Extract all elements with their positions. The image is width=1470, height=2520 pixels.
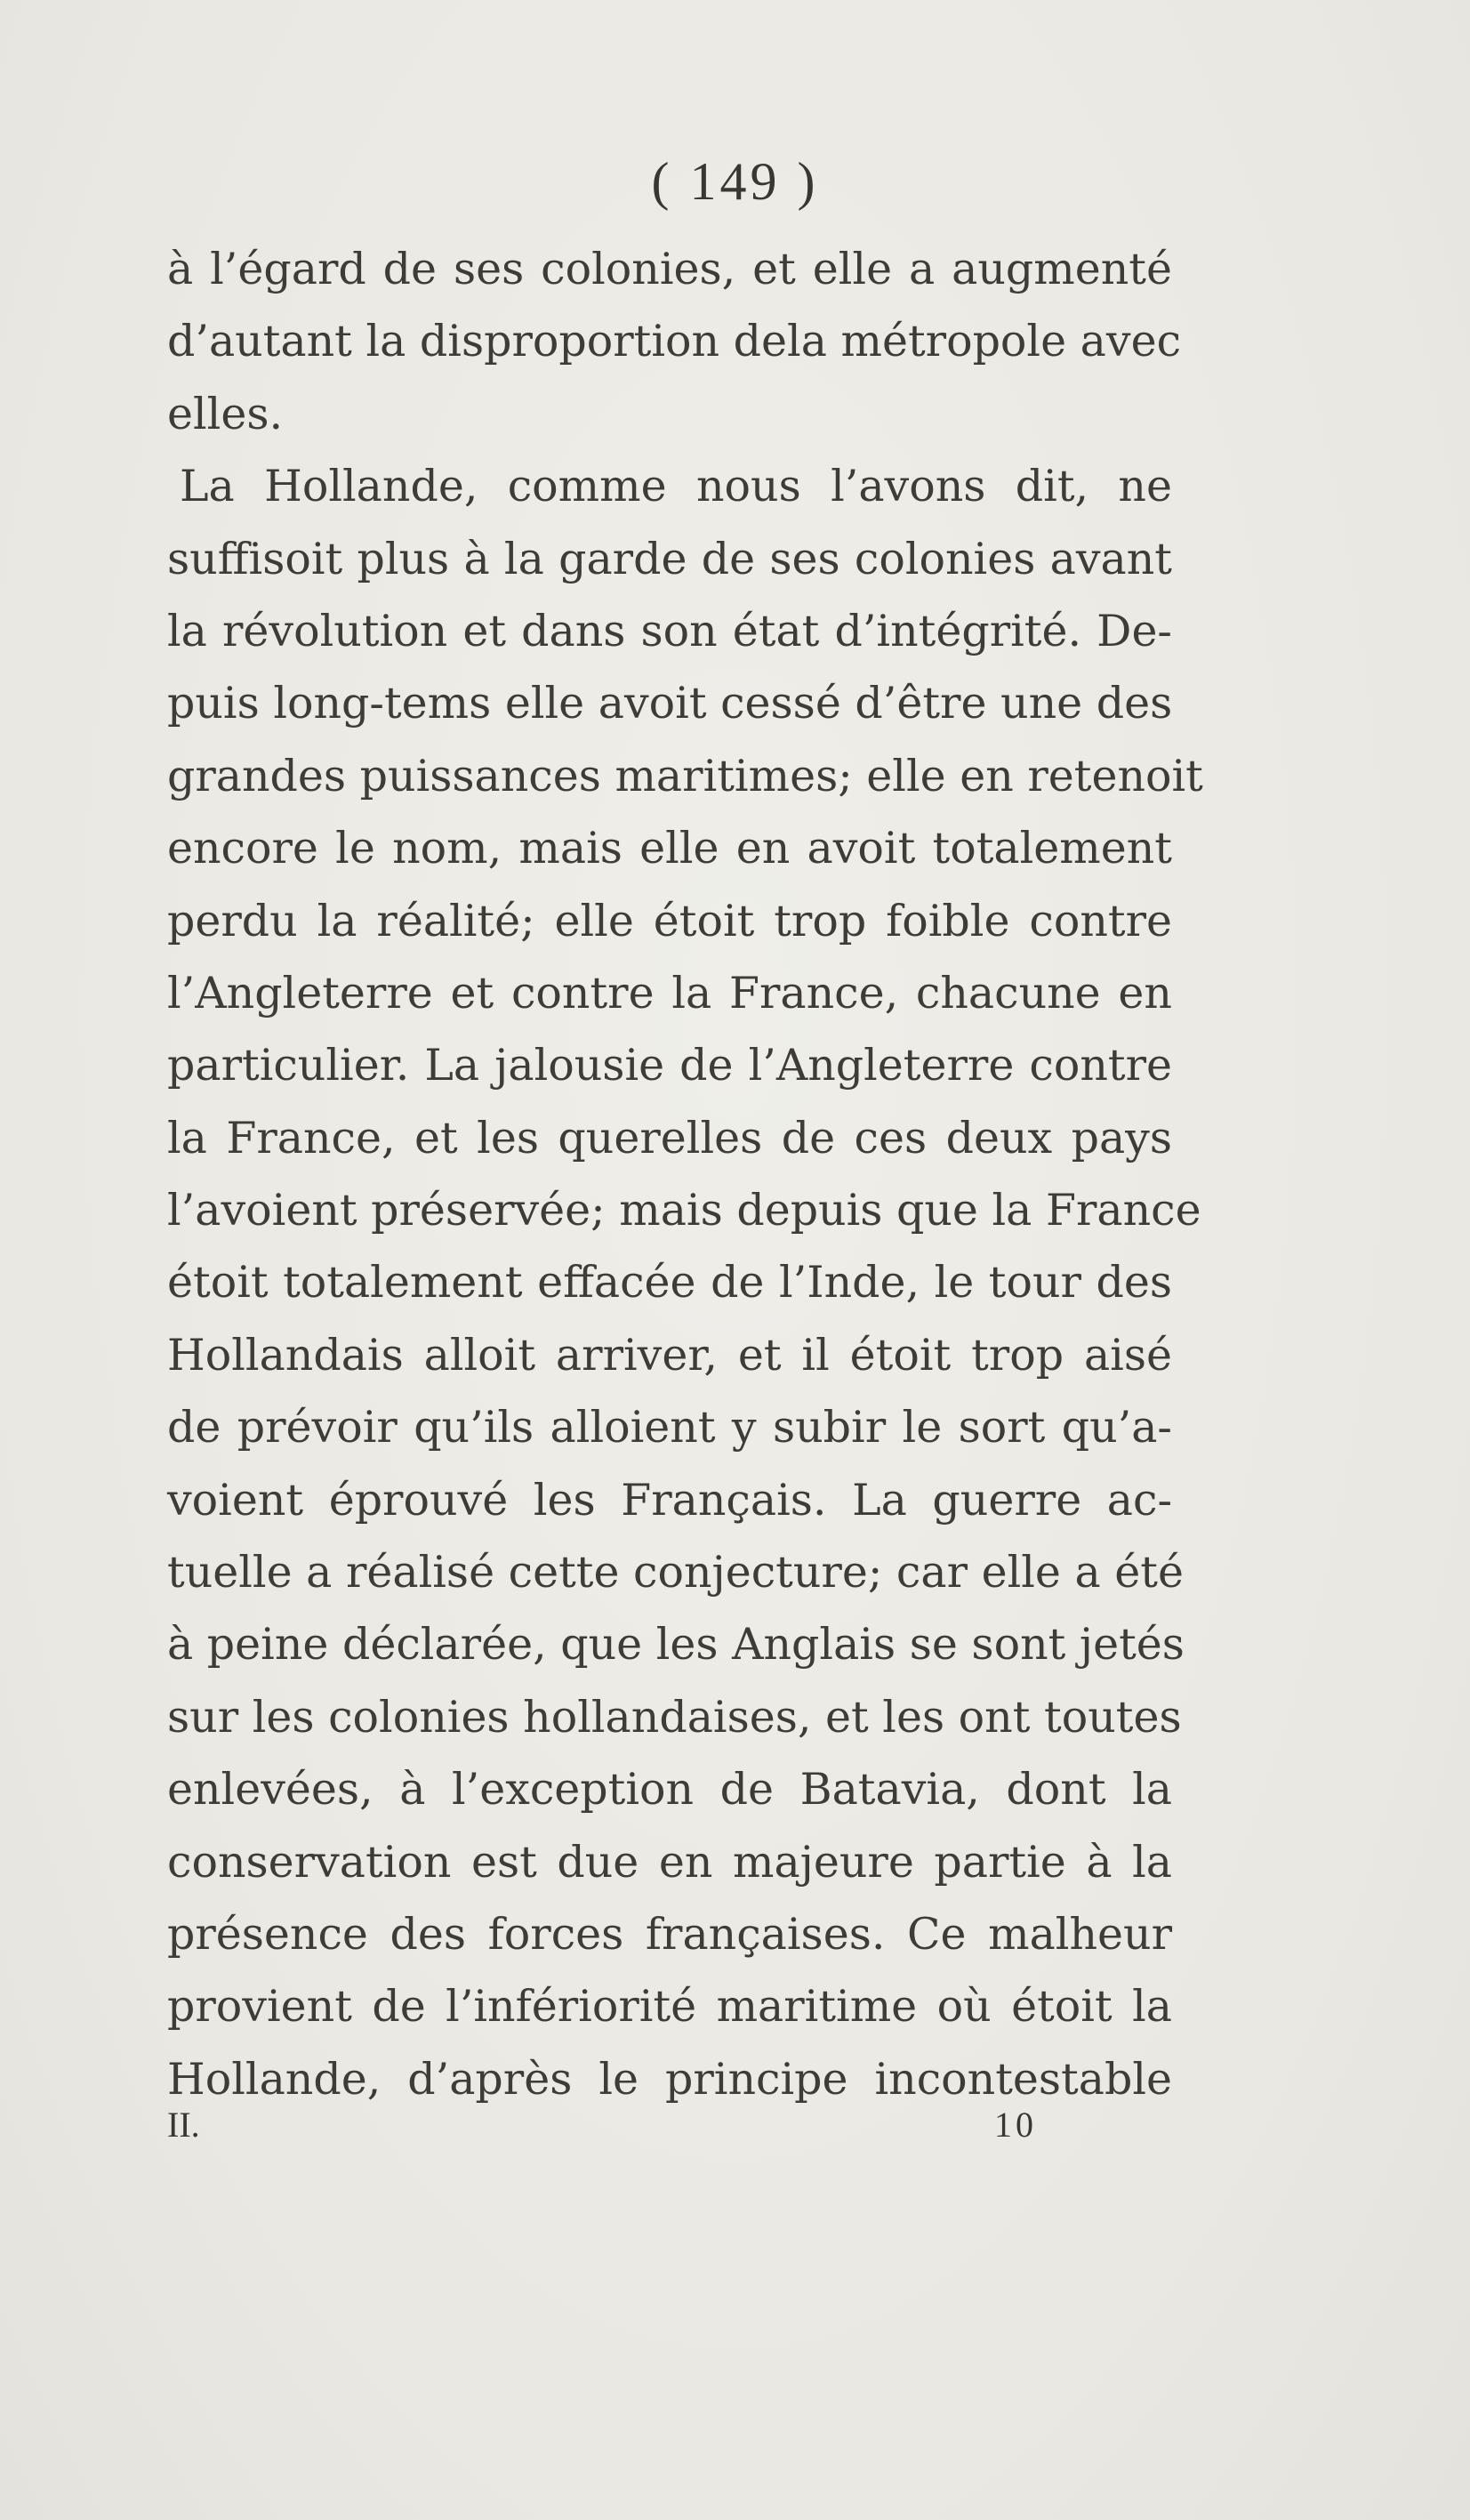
text-line: conservation est due en majeure partie à la (167, 1836, 1172, 1888)
text-line: voient éprouvé les Français. La guerre ac- (167, 1474, 1172, 1526)
text-line: tuelle a réalisé cette conjecture; car elle a été (167, 1547, 1184, 1598)
page-number-header: ( 149 ) (651, 152, 819, 211)
text-line: sur les colonies hollandaises, et les ont toutes (167, 1691, 1182, 1743)
signature-line (167, 2104, 1056, 2157)
text-line: présence des forces françaises. Ce malheur (167, 1908, 1172, 1960)
text-line: d’autant la disproportion dela métropole avec (167, 316, 1182, 367)
text-line: puis long-tems elle avoit cessé d’être une des (167, 678, 1173, 729)
text-line: à l’égard de ses colonies, et elle a augmenté (167, 244, 1172, 294)
text-line: suffisoit plus à la garde de ses colonies avant (167, 533, 1172, 584)
text-line: provient de l’infériorité maritime où étoit la (167, 1981, 1172, 2033)
text-line: l’Angleterre et contre la France, chacune en (167, 967, 1172, 1018)
text-line: particulier. La jalousie de l’Angleterre contre (167, 1040, 1172, 1091)
text-line: Hollandais alloit arriver, et il étoit trop aisé (167, 1329, 1172, 1381)
text-line: elles. (167, 388, 284, 439)
text-line: de prévoir qu’ils alloient y subir le sort qu’a- (167, 1402, 1172, 1453)
text-line: enlevées, à l’exception de Batavia, dont la (167, 1764, 1172, 1816)
text-line: grandes puissances maritimes; elle en retenoit (167, 750, 1203, 801)
gathering-number: 10 (994, 2105, 1037, 2145)
text-line: à peine déclarée, que les Anglais se sont jetés (167, 1619, 1185, 1671)
text-line: la révolution et dans son état d’intégrité. De- (167, 605, 1172, 656)
text-line: La Hollande, comme nous l’avons dit, ne (180, 461, 1172, 512)
text-line: étoit totalement effacée de l’Inde, le tour des (167, 1257, 1172, 1308)
text-line: l’avoient préservée; mais depuis que la France (167, 1185, 1201, 1236)
volume-mark: II. (167, 2105, 200, 2145)
text-line: Hollande, d’après le principe incontestable (167, 2053, 1172, 2105)
text-line: la France, et les querelles de ces deux pays (167, 1112, 1172, 1163)
body-text (167, 233, 1203, 2115)
text-line: perdu la réalité; elle étoit trop foible contre (167, 895, 1172, 946)
text-line: encore le nom, mais elle en avoit totalement (167, 823, 1172, 874)
